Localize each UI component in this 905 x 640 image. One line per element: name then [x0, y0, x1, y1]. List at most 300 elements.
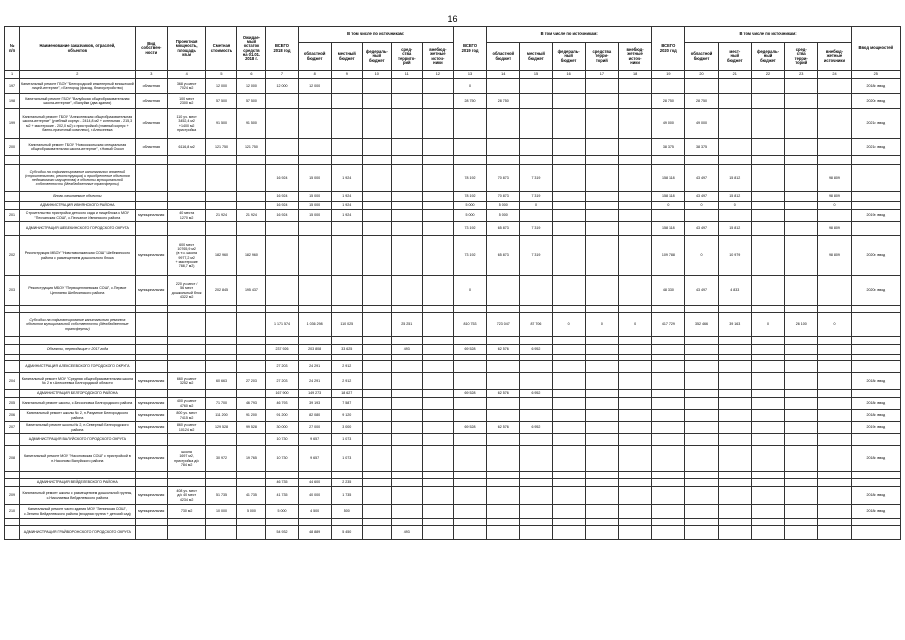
table-row: [5, 139, 901, 156]
table-cell: [785, 337, 818, 345]
table-cell: [391, 398, 422, 410]
table-cell: [520, 337, 552, 345]
table-cell: [652, 345, 685, 355]
table-row: [5, 398, 901, 410]
table-cell: [362, 109, 391, 139]
table-cell: 25 251: [391, 313, 422, 337]
table-cell: 5 000: [237, 505, 266, 519]
table-cell: 10 730: [266, 434, 298, 446]
table-cell: [237, 434, 266, 446]
header-group-2019: В том числе по источникам:: [487, 27, 652, 43]
table-cell: [206, 345, 237, 355]
table-cell: 0: [818, 202, 851, 210]
table-cell: [5, 390, 20, 398]
table-cell: [785, 519, 818, 526]
table-cell: [785, 192, 818, 202]
table-cell: [453, 139, 486, 156]
header-ownership: Вид собствен- ности: [135, 27, 167, 71]
table-cell: [237, 192, 266, 202]
table-cell: [237, 337, 266, 345]
table-cell: [237, 313, 266, 337]
table-cell: [552, 192, 585, 202]
table-cell: 16 924: [266, 192, 298, 202]
table-cell: [685, 156, 718, 165]
table-cell: 860 уч.мест 10124 м2: [167, 422, 206, 434]
header-source-2020-2: мест- ный бюджет: [718, 43, 751, 71]
table-cell: [685, 361, 718, 373]
table-cell: [751, 236, 784, 276]
table-cell: 2 912: [331, 361, 362, 373]
table-cell: [751, 94, 784, 109]
table-cell: [422, 373, 453, 390]
table-cell: [585, 79, 618, 94]
table-cell: [552, 361, 585, 373]
table-cell: 15 000: [298, 210, 331, 222]
table-cell: [851, 192, 900, 202]
header-source-2018-2: местный бюджет: [331, 43, 362, 71]
table-cell: [552, 139, 585, 156]
table-cell: [785, 398, 818, 410]
table-cell: [237, 526, 266, 540]
table-cell: [331, 519, 362, 526]
table-cell: 660 уч.мест 3252 м2: [167, 373, 206, 390]
table-cell: [167, 519, 206, 526]
table-cell: [422, 446, 453, 472]
table-cell: [585, 446, 618, 472]
table-cell: [422, 210, 453, 222]
table-cell: [520, 373, 552, 390]
table-cell: 91 200: [266, 410, 298, 422]
table-cell: [206, 156, 237, 165]
header-group-2020: В том числе по источникам:: [685, 27, 851, 43]
table-cell: школа 1697 м2, пристройка д/с 784 м2: [167, 446, 206, 472]
table-cell: 493: [391, 345, 422, 355]
table-cell: [520, 505, 552, 519]
table-cell: 2020г. ввод: [851, 276, 900, 306]
table-cell: 0: [818, 313, 851, 337]
table-cell: 0: [585, 313, 618, 337]
table-cell: 368 уч.мест 7024 м2: [167, 79, 206, 94]
row-name-cell: Капитальный ремонт ГБОУ "Валуйская общеобразовательная школа-интернат", г.Валуйки (два здания): [20, 94, 136, 109]
table-cell: [685, 79, 718, 94]
table-header: [5, 27, 901, 79]
table-cell: [391, 337, 422, 345]
table-cell: [237, 519, 266, 526]
table-cell: [818, 422, 851, 434]
table-cell: [453, 519, 486, 526]
table-cell: [331, 276, 362, 306]
table-cell: [391, 222, 422, 236]
table-cell: 1 924: [331, 192, 362, 202]
table-cell: [851, 313, 900, 337]
table-cell: [520, 306, 552, 313]
row-name-cell: АДМИНИСТРАЦИЯ ИВНЯНСКОГО РАЙОНА: [20, 202, 136, 210]
table-cell: [5, 434, 20, 446]
table-cell: [618, 479, 651, 487]
table-cell: [391, 276, 422, 306]
table-cell: [135, 434, 167, 446]
table-cell: 149 273: [298, 390, 331, 398]
table-cell: [266, 222, 298, 236]
table-cell: 2 912: [331, 373, 362, 390]
table-cell: 43 497: [685, 192, 718, 202]
header-commissioning: Ввод мощностей: [851, 27, 900, 71]
table-cell: [685, 472, 718, 479]
table-cell: [135, 165, 167, 192]
row-name-cell: Реконструкция МБОУ "Новотаволжанская СОШ" Шебекинского района с размещением дошкольного блока: [20, 236, 136, 276]
table-cell: 182 960: [237, 236, 266, 276]
table-cell: [520, 79, 552, 94]
row-name-cell: Капитальный ремонт ГБОУ "Новооскольская специальная общеобразовательная школа-интернат", г.Новый Оскол: [20, 139, 136, 156]
table-cell: [818, 472, 851, 479]
table-cell: 91 200: [237, 410, 266, 422]
row-name-cell: Субсидии на софинансирование капитальных вложений (строительство, реконструкция) и приобретение объектов недвижимого имущества) в объекты муниципальной собственности (Межбюджетные трансферты): [20, 165, 136, 192]
table-row: [5, 519, 901, 526]
table-cell: [422, 479, 453, 487]
table-cell: 65 873: [487, 222, 520, 236]
table-cell: [652, 487, 685, 505]
table-cell: [237, 202, 266, 210]
table-cell: [422, 109, 453, 139]
table-cell: [453, 472, 486, 479]
table-cell: [718, 210, 751, 222]
table-cell: 3 000: [331, 422, 362, 434]
table-cell: [585, 337, 618, 345]
table-cell: [167, 337, 206, 345]
table-cell: [362, 222, 391, 236]
table-cell: 12 000: [237, 79, 266, 94]
table-cell: [298, 306, 331, 313]
table-cell: [453, 479, 486, 487]
table-cell: [818, 410, 851, 422]
table-cell: 15 812: [718, 222, 751, 236]
table-cell: [206, 313, 237, 337]
table-cell: [751, 410, 784, 422]
table-cell: 46 793: [237, 398, 266, 410]
table-cell: 237 926: [266, 345, 298, 355]
table-cell: [552, 337, 585, 345]
table-cell: [453, 156, 486, 165]
table-cell: [391, 236, 422, 276]
table-cell: 7 587: [331, 398, 362, 410]
table-cell: областная: [135, 109, 167, 139]
table-cell: 40 места 1270 м2: [167, 210, 206, 222]
table-cell: [652, 210, 685, 222]
table-cell: 9 120: [331, 410, 362, 422]
table-cell: [718, 410, 751, 422]
header-group-2018: В том числе по источникам:: [298, 27, 453, 43]
table-cell: [362, 519, 391, 526]
table-cell: 43 497: [685, 276, 718, 306]
table-cell: [785, 410, 818, 422]
column-number-cell: 11: [391, 71, 422, 79]
table-cell: [851, 222, 900, 236]
table-cell: [785, 361, 818, 373]
table-cell: [851, 165, 900, 192]
table-cell: [618, 487, 651, 505]
table-cell: [5, 526, 20, 540]
table-cell: 202 845: [206, 276, 237, 306]
table-cell: [206, 434, 237, 446]
table-cell: [718, 94, 751, 109]
table-cell: 43 497: [685, 165, 718, 192]
table-cell: [818, 139, 851, 156]
table-cell: [167, 361, 206, 373]
table-cell: [818, 526, 851, 540]
table-cell: [618, 276, 651, 306]
row-name-cell: Объекты, переходящие с 2017 года: [20, 345, 136, 355]
table-cell: [818, 345, 851, 355]
table-cell: [718, 472, 751, 479]
table-cell: 24 291: [298, 373, 331, 390]
table-cell: [362, 526, 391, 540]
table-cell: 87 706: [520, 313, 552, 337]
table-cell: 1 073: [331, 434, 362, 446]
table-cell: [422, 526, 453, 540]
table-cell: 78 192: [453, 192, 486, 202]
table-cell: [618, 94, 651, 109]
table-cell: 49 000: [652, 109, 685, 139]
table-cell: [652, 519, 685, 526]
table-cell: [785, 94, 818, 109]
table-cell: 44 600: [298, 479, 331, 487]
table-cell: [751, 434, 784, 446]
table-cell: [520, 156, 552, 165]
table-cell: [331, 472, 362, 479]
table-row: [5, 505, 901, 519]
table-cell: 167 900: [266, 390, 298, 398]
table-cell: [362, 139, 391, 156]
row-name-cell: Реконструкция МБОУ "Первоцепляевская СОШ", с.Первое Цепляево Шебекинского района: [20, 276, 136, 306]
table-cell: [818, 446, 851, 472]
table-cell: 48 889: [298, 526, 331, 540]
table-body: [5, 79, 901, 540]
table-cell: [422, 472, 453, 479]
table-cell: 5 000: [487, 202, 520, 210]
table-cell: [618, 526, 651, 540]
table-cell: [585, 236, 618, 276]
table-cell: 2018г. ввод: [851, 487, 900, 505]
table-cell: 21 924: [237, 210, 266, 222]
table-cell: 810 753: [453, 313, 486, 337]
table-cell: 7 319: [520, 192, 552, 202]
table-cell: [851, 337, 900, 345]
table-cell: [422, 345, 453, 355]
table-row: [5, 79, 901, 94]
table-cell: [718, 79, 751, 94]
table-cell: [851, 306, 900, 313]
table-cell: [652, 306, 685, 313]
table-cell: [362, 434, 391, 446]
table-cell: муниципальная: [135, 210, 167, 222]
table-cell: 54 932: [266, 526, 298, 540]
table-cell: [5, 472, 20, 479]
table-cell: 500: [331, 505, 362, 519]
table-row: [5, 156, 901, 165]
table-cell: 417 729: [652, 313, 685, 337]
table-cell: [751, 345, 784, 355]
table-cell: 1 924: [331, 165, 362, 192]
table-cell: [618, 434, 651, 446]
table-cell: [167, 313, 206, 337]
table-cell: [206, 390, 237, 398]
table-cell: [751, 192, 784, 202]
table-cell: [818, 373, 851, 390]
table-cell: [618, 109, 651, 139]
table-cell: [422, 410, 453, 422]
table-cell: [618, 505, 651, 519]
table-cell: [422, 487, 453, 505]
header-source-2019-4: средства терри- торий: [585, 43, 618, 71]
table-cell: муниципальная: [135, 236, 167, 276]
table-cell: [751, 109, 784, 139]
header-source-2019-2: местный бюджет: [520, 43, 552, 71]
table-cell: областная: [135, 94, 167, 109]
row-name-cell: [20, 519, 136, 526]
table-cell: [167, 479, 206, 487]
table-cell: [818, 276, 851, 306]
table-cell: [391, 422, 422, 434]
table-cell: 493: [391, 526, 422, 540]
table-cell: [167, 165, 206, 192]
table-cell: [5, 156, 20, 165]
table-cell: [237, 306, 266, 313]
table-cell: [298, 236, 331, 276]
column-number-cell: 12: [422, 71, 453, 79]
table-cell: [785, 373, 818, 390]
table-cell: [718, 139, 751, 156]
table-cell: [552, 306, 585, 313]
table-cell: [135, 306, 167, 313]
table-cell: 203 808: [298, 345, 331, 355]
header-source-2019-3: федераль- ный бюджет: [552, 43, 585, 71]
table-cell: [851, 156, 900, 165]
table-cell: 12 000: [206, 79, 237, 94]
table-cell: [266, 276, 298, 306]
table-cell: [751, 446, 784, 472]
table-cell: [422, 361, 453, 373]
table-cell: [520, 446, 552, 472]
table-cell: 0: [618, 313, 651, 337]
table-cell: [135, 202, 167, 210]
table-cell: 209: [5, 487, 20, 505]
table-cell: [685, 337, 718, 345]
table-cell: 30 000: [266, 422, 298, 434]
row-name-cell: Капитальный ремонт школы № 2, п.Северный Белгородского района: [20, 422, 136, 434]
table-cell: [422, 222, 453, 236]
table-cell: [167, 306, 206, 313]
table-cell: [685, 422, 718, 434]
table-cell: 73 192: [453, 236, 486, 276]
table-cell: [718, 109, 751, 139]
table-cell: 100 мест 2300 м2: [167, 94, 206, 109]
table-cell: [785, 505, 818, 519]
table-row: [5, 446, 901, 472]
table-cell: 62 576: [487, 422, 520, 434]
table-cell: 19 765: [237, 446, 266, 472]
row-name-cell: Капитальный ремонт ГБОУ "Белгородский инженерный юношеский лицей-интернат", г.Белгород (фасад, благоустройство): [20, 79, 136, 94]
table-cell: [422, 276, 453, 306]
table-row: [5, 434, 901, 446]
table-cell: [362, 337, 391, 345]
table-cell: [818, 337, 851, 345]
column-number-cell: 22: [751, 71, 784, 79]
table-cell: [818, 156, 851, 165]
table-cell: [487, 434, 520, 446]
column-number-cell: 18: [618, 71, 651, 79]
table-cell: [487, 337, 520, 345]
table-cell: [167, 472, 206, 479]
header-total-2020: ВСЕГО 2020 год: [652, 27, 685, 71]
table-cell: [298, 156, 331, 165]
table-cell: 800 уч. мест 7415 м2: [167, 410, 206, 422]
table-cell: [362, 361, 391, 373]
row-name-cell: Капитальный ремонт МОУ "Насоновская СОШ" с пристройкой в п.Насоново Валуйского района: [20, 446, 136, 472]
table-cell: [5, 345, 20, 355]
table-cell: [585, 222, 618, 236]
table-cell: 41 735: [266, 487, 298, 505]
table-cell: [585, 139, 618, 156]
row-name-cell: АДМИНИСТРАЦИЯ ВЕЙДЕЛЕВСКОГО РАЙОНА: [20, 479, 136, 487]
table-cell: [618, 472, 651, 479]
table-cell: 99 528: [237, 422, 266, 434]
table-cell: [422, 390, 453, 398]
table-cell: 600 мест 10765,9 м2 (в т.ч. школа 9977,2 м2 + мастерские 788,7 м2): [167, 236, 206, 276]
table-cell: [552, 276, 585, 306]
table-cell: [331, 94, 362, 109]
table-cell: [487, 505, 520, 519]
table-cell: [685, 434, 718, 446]
table-cell: [391, 361, 422, 373]
table-cell: [552, 398, 585, 410]
table-row: [5, 479, 901, 487]
table-cell: [520, 361, 552, 373]
table-cell: [718, 345, 751, 355]
table-cell: 82 080: [298, 410, 331, 422]
table-cell: 2019г. ввод: [851, 422, 900, 434]
table-cell: [685, 210, 718, 222]
table-cell: 200: [5, 139, 20, 156]
table-cell: [652, 505, 685, 519]
table-row: [5, 210, 901, 222]
table-cell: [422, 156, 453, 165]
table-cell: [135, 472, 167, 479]
table-cell: [585, 472, 618, 479]
table-cell: [851, 519, 900, 526]
table-cell: [652, 156, 685, 165]
header-source-2020-4: сред- ства терри- торий: [785, 43, 818, 71]
table-cell: 69 528: [453, 390, 486, 398]
table-cell: 204: [5, 373, 20, 390]
table-cell: 28 750: [685, 94, 718, 109]
table-cell: [520, 210, 552, 222]
table-cell: [751, 222, 784, 236]
table-cell: 0: [718, 202, 751, 210]
table-cell: 98 809: [818, 192, 851, 202]
table-cell: [718, 390, 751, 398]
table-cell: [818, 109, 851, 139]
table-cell: [751, 79, 784, 94]
table-cell: 27 203: [266, 373, 298, 390]
table-cell: [785, 434, 818, 446]
table-cell: [520, 398, 552, 410]
row-name-cell: Капитальный ремонт школы, с.Бессоновка Белгородского района: [20, 398, 136, 410]
table-cell: 38 375: [652, 139, 685, 156]
row-name-cell: Вновь начинаемые объекты: [20, 192, 136, 202]
table-cell: [391, 165, 422, 192]
table-cell: [785, 139, 818, 156]
table-cell: [585, 434, 618, 446]
